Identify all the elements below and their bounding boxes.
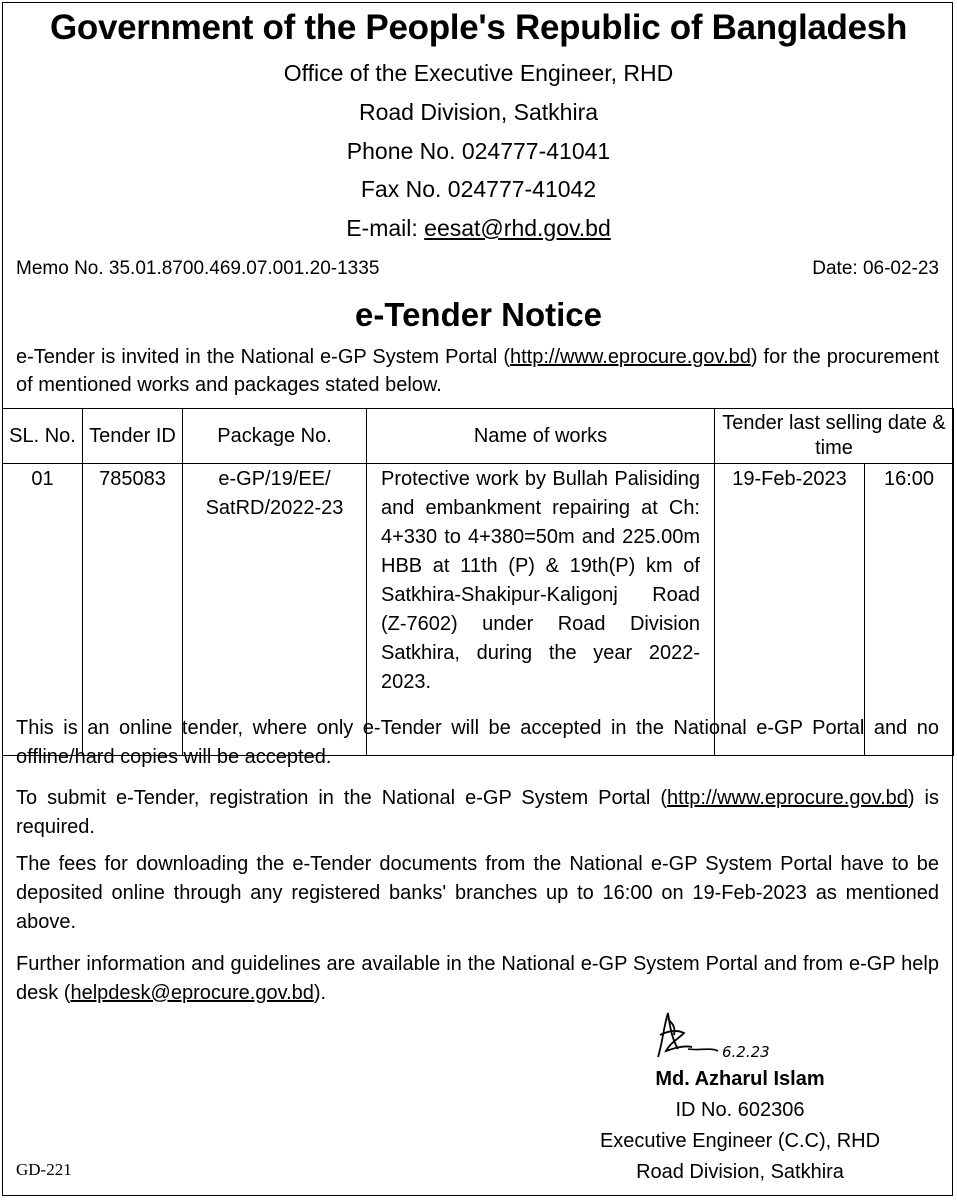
header-tender-id: Tender ID — [83, 409, 183, 464]
cell-time: 16:00 — [865, 464, 954, 756]
signatory-id: ID No. 602306 — [675, 1099, 805, 1121]
office-name: Office of the Executive Engineer, RHD — [283, 60, 674, 86]
cell-works: Protective work by Bullah Palisiding and embankment repairing at Ch: 4+330 to 4+380=50m and 225.00m HBB at 11th (P) & 19th(P) km of Satkhira-Shakipur-Kaligonj Road (Z-7602) under Road Division Satkhira, during the year 2022-2023. — [367, 464, 715, 756]
memo-date: Date: 06-02-23 — [812, 258, 939, 279]
further-info-paragraph — [16, 950, 939, 1008]
email-line — [0, 215, 957, 242]
header-package: Package No. — [183, 409, 367, 464]
fees-paragraph: The fees for downloading the e-Tender documents from the National e-GP System Portal have to be deposited online through any registered banks' branches up to 16:00 on 19-Feb-2023 as mentioned above. — [16, 853, 939, 933]
email-label: E-mail: — [346, 215, 425, 241]
handwritten-signature — [648, 1005, 798, 1065]
cell-date: 19-Feb-2023 — [715, 464, 865, 756]
table-row — [3, 464, 954, 756]
header-last-selling: Tender last selling date & time — [715, 409, 954, 464]
further-info-text-end: ). — [313, 982, 327, 1004]
signatory-division: Road Division, Satkhira — [636, 1161, 844, 1183]
online-tender-paragraph: This is an online tender, where only e-Tender will be accepted in the National e-GP Portal and no offline/hard copies will be accepted. — [16, 717, 939, 768]
footer-code: GD-221 — [16, 1160, 72, 1179]
memo-number: Memo No. 35.01.8700.469.07.001.20-1335 — [16, 258, 380, 279]
division-name: Road Division, Satkhira — [358, 99, 599, 125]
table-header-row — [3, 409, 954, 464]
eprocure-link[interactable]: http://www.eprocure.gov.bd — [510, 346, 751, 368]
notice-title: e-Tender Notice — [355, 296, 602, 333]
further-info-text: Further information and guidelines are available in the National e-GP System Portal and from e-GP help desk ( — [16, 953, 939, 1004]
helpdesk-link[interactable]: helpdesk@eprocure.gov.bd — [70, 982, 314, 1004]
cell-sl: 01 — [3, 464, 83, 756]
fax-number: Fax No. 024777-41042 — [360, 176, 597, 202]
registration-text-end: ) is required. — [16, 787, 939, 838]
registration-paragraph — [16, 784, 939, 842]
email-link[interactable]: eesat@rhd.gov.bd — [424, 215, 611, 241]
registration-text: To submit e-Tender, registration in the National e-GP System Portal ( — [16, 787, 668, 809]
tender-table — [2, 408, 954, 756]
registration-link[interactable]: http://www.eprocure.gov.bd — [667, 787, 908, 809]
cell-tender-id: 785083 — [83, 464, 183, 756]
signatory-name: Md. Azharul Islam — [655, 1068, 825, 1090]
intro-text-end: ) for the procurement of mentioned works and packages stated below. — [16, 346, 940, 396]
signature-date: 6.2.23 — [722, 1043, 770, 1061]
government-title: Government of the People's Republic of Bangladesh — [49, 8, 908, 47]
header-works: Name of works — [367, 409, 715, 464]
intro-text: e-Tender is invited in the National e-GP System Portal ( — [16, 346, 510, 368]
phone-number: Phone No. 024777-41041 — [346, 138, 611, 164]
signatory-designation: Executive Engineer (C.C), RHD — [599, 1130, 881, 1152]
cell-package: e-GP/19/EE/ SatRD/2022-23 — [183, 464, 367, 756]
header-sl: SL. No. — [3, 409, 83, 464]
intro-paragraph — [16, 343, 939, 399]
